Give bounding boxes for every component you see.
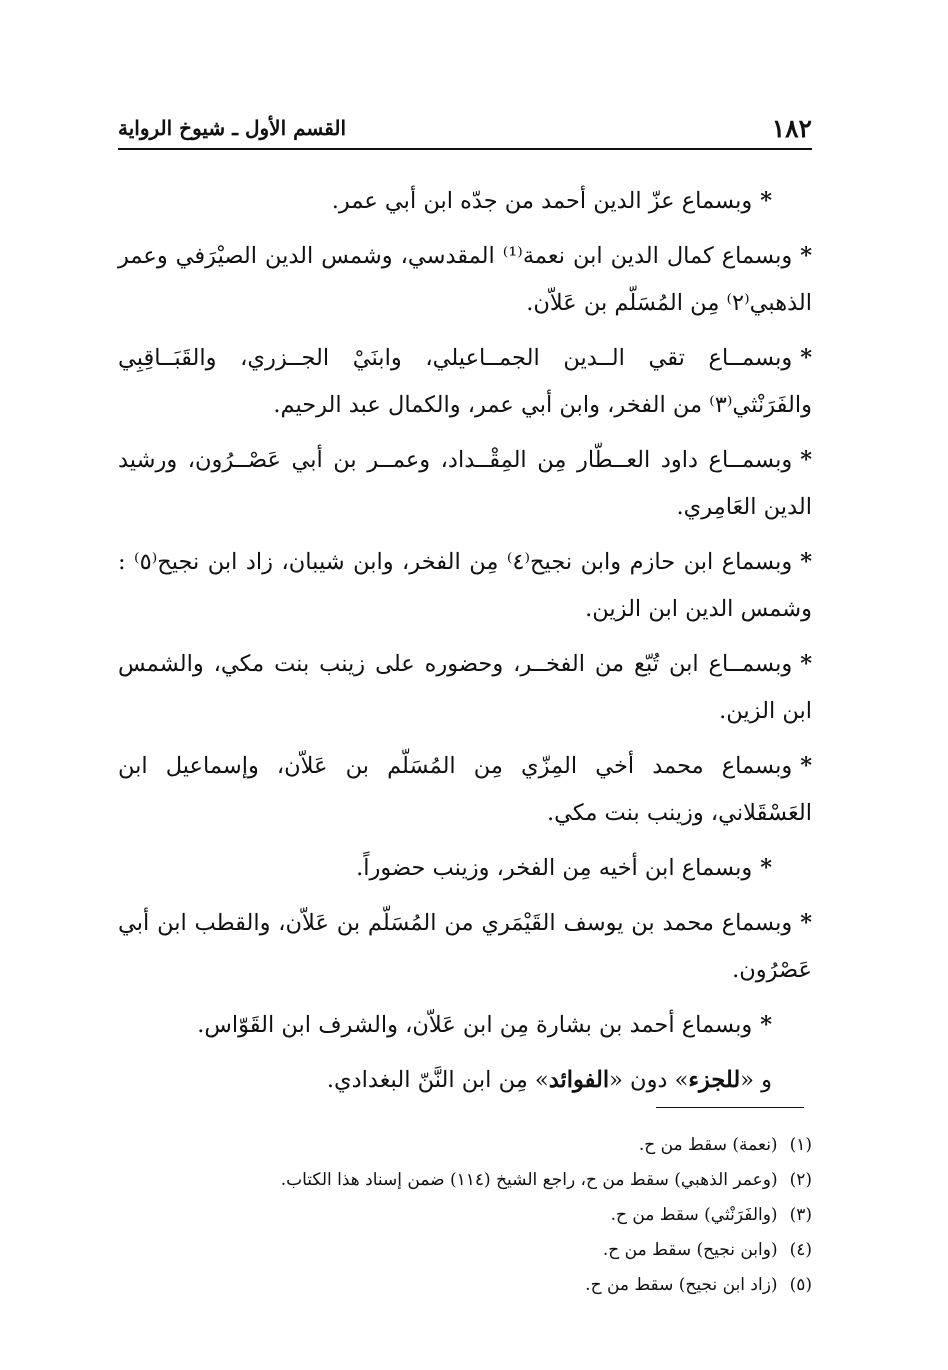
paragraph [118, 743, 812, 837]
paragraph-text: وبسماع ابن حازم وابن نجيح⁽٤⁾ مِن الفخر، وابن شيبان، زاد ابن نجيح⁽٥⁾ : وشمس الدين ابن الزين. [118, 549, 812, 622]
paragraph-text: وبسمــاع تقي الــدين الجمــاعيلي، وابنَيْ الجــزري، والقَبَــاقِبِي والفَرَنْثي⁽٣⁾ من الفخر، وابن أبي عمر، والكمال عبد الرحيم. [118, 345, 812, 418]
footnote-item [118, 1128, 812, 1163]
footnotes [118, 1128, 812, 1303]
bullet-star-icon: * [800, 910, 812, 936]
footnote-number: (١) [789, 1135, 812, 1155]
paragraph [118, 641, 812, 735]
bullet-star-icon: * [760, 188, 772, 214]
paragraph [118, 437, 812, 531]
paragraph [118, 335, 812, 429]
bullet-star-icon: * [800, 549, 812, 575]
footnote-number: (٢) [789, 1170, 812, 1190]
book-title-juz: للجزء [688, 1067, 741, 1093]
footnote-item [118, 1233, 812, 1268]
page-number: ١٨٢ [771, 114, 812, 143]
paragraph [118, 845, 812, 892]
paragraph [118, 1002, 812, 1049]
footnote-number: (٣) [789, 1205, 812, 1225]
footnote-text: (زاد ابن نجيح) سقط من ح. [585, 1275, 778, 1295]
footnote-item [118, 1198, 812, 1233]
footnote-separator [656, 1107, 804, 1108]
paragraph-prefix: و « [740, 1067, 772, 1093]
paragraph [118, 539, 812, 633]
running-title: القسم الأول ـ شيوخ الرواية [118, 116, 347, 140]
footnote-number: (٤) [789, 1240, 812, 1260]
paragraph-text: وبسمــاع ابن تُبّع من الفخــر، وحضوره على زينب بنت مكي، والشمس ابن الزين. [118, 651, 812, 724]
paragraph-text: وبسماع محمد أخي المِزّي مِن المُسَلّم بن عَلاّن، وإسماعيل ابن العَسْقَلاني، وزينب بنت مكي. [118, 753, 812, 826]
footnote-item [118, 1163, 812, 1198]
paragraph [118, 178, 812, 225]
book-title-fawaid: الفوائد [548, 1067, 610, 1093]
bullet-star-icon: * [800, 447, 812, 473]
bullet-star-icon: * [760, 1012, 772, 1038]
page-header [118, 108, 812, 150]
bullet-star-icon: * [800, 651, 812, 677]
paragraph [118, 233, 812, 327]
paragraph [118, 900, 812, 994]
paragraph-text: وبسماع ابن أخيه مِن الفخر، وزينب حضوراً. [356, 855, 753, 881]
paragraph-text: وبسماع عزّ الدين أحمد من جدّه ابن أبي عمر. [331, 188, 753, 214]
bullet-star-icon: * [800, 345, 812, 371]
footnote-text: (والفَرَنْثي) سقط من ح. [610, 1205, 778, 1225]
paragraph-text: وبسماع أحمد بن بشارة مِن ابن عَلاّن، والشرف ابن القَوّاس. [197, 1012, 753, 1038]
footnote-item [118, 1268, 812, 1303]
paragraph-suffix: » مِن ابن النَّنّ البغدادي. [326, 1067, 549, 1093]
footnote-number: (٥) [789, 1275, 812, 1295]
main-text [118, 178, 812, 1112]
paragraph-text: وبسماع كمال الدين ابن نعمة⁽¹⁾ المقدسي، وشمس الدين الصيْرَفي وعمر الذهبي⁽٢⁾ مِن المُسَلّم بن عَلاّن. [118, 243, 812, 316]
footnote-text: (وابن نجيح) سقط من ح. [602, 1240, 778, 1260]
paragraph-text: وبسمــاع داود العــطّار مِن المِقْــداد، وعمــر بن أبي عَصْــرُون، ورشيد الدين العَامِري. [118, 447, 812, 520]
bullet-star-icon: * [760, 855, 772, 881]
footnote-text: (وعمر الذهبي) سقط من ح، راجع الشيخ (١١٤) ضمن إسناد هذا الكتاب. [280, 1170, 778, 1190]
bullet-star-icon: * [800, 753, 812, 779]
paragraph [118, 1057, 812, 1104]
paragraph-middle: » دون « [609, 1067, 689, 1093]
bullet-star-icon: * [800, 243, 812, 269]
footnote-text: (نعمة) سقط من ح. [638, 1135, 778, 1155]
paragraph-text: وبسماع محمد بن يوسف القَيْمَري من المُسَلّم بن عَلاّن، والقطب ابن أبي عَصْرُون. [118, 910, 812, 983]
